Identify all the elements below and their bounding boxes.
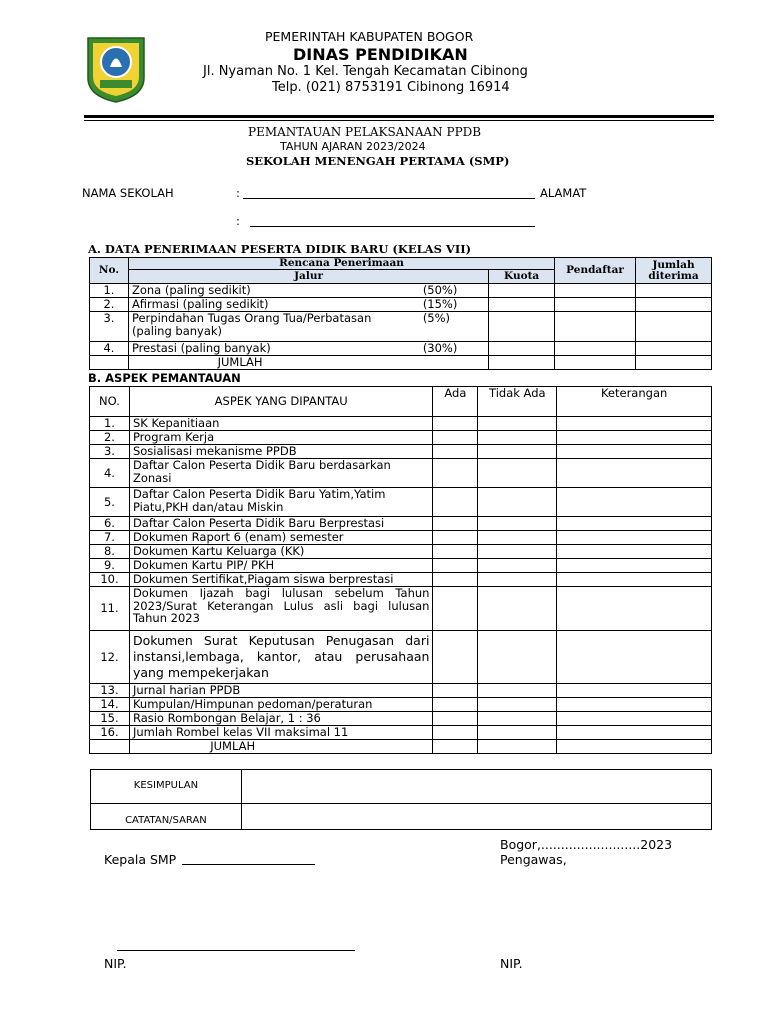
total-pendaftar[interactable] bbox=[555, 356, 636, 370]
header-kuota: Kuota bbox=[489, 270, 555, 284]
nip-left: NIP. bbox=[104, 956, 127, 971]
letterhead-address: Jl. Nyaman No. 1 Kel. Tengah Kecamatan Cibinong bbox=[203, 64, 528, 79]
tidak-ada-cell[interactable] bbox=[478, 573, 557, 587]
total-diterima[interactable] bbox=[636, 356, 712, 370]
row-aspek: Dokumen Surat Keputusan Penugasan dari instansi,lembaga, kantor, atau perusahaan yang mempekerjakan bbox=[129, 631, 432, 684]
kuota-cell[interactable] bbox=[489, 284, 555, 298]
ada-cell[interactable] bbox=[433, 417, 478, 431]
row-no: 11. bbox=[90, 587, 130, 631]
diterima-cell[interactable] bbox=[636, 312, 712, 342]
school-address-field[interactable] bbox=[250, 226, 535, 227]
school-name-colon: : bbox=[236, 186, 240, 200]
signature-pengawas: Pengawas, bbox=[500, 852, 567, 867]
row-jalur: Prestasi (paling banyak) bbox=[128, 342, 419, 356]
school-name-label: NAMA SEKOLAH bbox=[82, 186, 174, 200]
row-no: 4. bbox=[90, 342, 129, 356]
header-pendaftar: Pendaftar bbox=[555, 258, 636, 284]
tidak-ada-cell[interactable] bbox=[478, 445, 557, 459]
ada-cell[interactable] bbox=[433, 726, 478, 740]
ada-cell[interactable] bbox=[433, 631, 478, 684]
row-aspek: Rasio Rombongan Belajar, 1 : 36 bbox=[129, 712, 432, 726]
ada-cell[interactable] bbox=[433, 545, 478, 559]
row-no: 12. bbox=[90, 631, 130, 684]
doc-year: TAHUN AJARAN 2023/2024 bbox=[280, 140, 426, 153]
row-no: 3. bbox=[90, 312, 129, 342]
row-aspek: Sosialisasi mekanisme PPDB bbox=[129, 445, 432, 459]
row-no: 3. bbox=[90, 445, 130, 459]
table-penerimaan bbox=[89, 257, 712, 370]
tidak-ada-cell[interactable] bbox=[478, 726, 557, 740]
row-no: 6. bbox=[90, 517, 130, 531]
tidak-ada-cell[interactable] bbox=[478, 587, 557, 631]
keterangan-cell[interactable] bbox=[557, 545, 712, 559]
tidak-ada-cell[interactable] bbox=[478, 517, 557, 531]
ada-cell[interactable] bbox=[433, 459, 478, 488]
row-aspek: Program Kerja bbox=[129, 431, 432, 445]
section-b-heading: B. ASPEK PEMANTAUAN bbox=[88, 371, 241, 385]
kepala-name-field[interactable] bbox=[182, 864, 315, 865]
keterangan-cell[interactable] bbox=[557, 573, 712, 587]
tidak-ada-cell[interactable] bbox=[478, 684, 557, 698]
ada-cell[interactable] bbox=[433, 684, 478, 698]
conclusion-table bbox=[90, 769, 712, 830]
ada-cell[interactable] bbox=[433, 559, 478, 573]
keterangan-cell[interactable] bbox=[557, 417, 712, 431]
diterima-cell[interactable] bbox=[636, 342, 712, 356]
row-aspek: SK Kepanitiaan bbox=[129, 417, 432, 431]
row-aspek: Jurnal harian PPDB bbox=[129, 684, 432, 698]
row-aspek: Daftar Calon Peserta Didik Baru Yatim,Yatim Piatu,PKH dan/atau Miskin bbox=[129, 488, 432, 517]
letterhead-office: DINAS PENDIDIKAN bbox=[293, 45, 468, 64]
row-aspek: Daftar Calon Peserta Didik Baru berdasarkan Zonasi bbox=[129, 459, 432, 488]
keterangan-cell[interactable] bbox=[557, 459, 712, 488]
school-address-colon: : bbox=[236, 214, 240, 228]
row-pct: (50%) bbox=[420, 284, 489, 298]
header-tidak-ada: Tidak Ada bbox=[478, 387, 557, 417]
row-aspek: Dokumen Kartu PIP/ PKH bbox=[129, 559, 432, 573]
ada-cell[interactable] bbox=[433, 488, 478, 517]
row-pct: (30%) bbox=[420, 342, 489, 356]
row-aspek: Dokumen Sertifikat,Piagam siswa berprestasi bbox=[129, 573, 432, 587]
ada-cell[interactable] bbox=[433, 698, 478, 712]
keterangan-cell[interactable] bbox=[557, 488, 712, 517]
row-jalur: Afirmasi (paling sedikit) bbox=[128, 298, 419, 312]
total-ada[interactable] bbox=[433, 740, 478, 754]
row-aspek: Dokumen Ijazah bagi lulusan sebelum Tahun 2023/Surat Keterangan Lulus asli bagi lulusan Tahun 2023 bbox=[129, 587, 432, 631]
header-jalur: Jalur bbox=[128, 270, 488, 284]
header-no: No. bbox=[90, 258, 129, 284]
pendaftar-cell[interactable] bbox=[555, 312, 636, 342]
row-no: 4. bbox=[90, 459, 130, 488]
keterangan-cell[interactable] bbox=[557, 587, 712, 631]
header-aspek: ASPEK YANG DIPANTAU bbox=[129, 387, 432, 417]
row-aspek: Dokumen Raport 6 (enam) semester bbox=[129, 531, 432, 545]
tidak-ada-cell[interactable] bbox=[478, 488, 557, 517]
row-no: 5. bbox=[90, 488, 130, 517]
catatan-label: CATATAN/SARAN bbox=[91, 804, 242, 830]
row-no: 1. bbox=[90, 284, 129, 298]
ada-cell[interactable] bbox=[433, 517, 478, 531]
tidak-ada-cell[interactable] bbox=[478, 431, 557, 445]
total-kuota[interactable] bbox=[489, 356, 555, 370]
total-keterangan[interactable] bbox=[557, 740, 712, 754]
header-ada: Ada bbox=[433, 387, 478, 417]
signature-date: Bogor,.........................2023 bbox=[500, 837, 673, 852]
diterima-cell[interactable] bbox=[636, 284, 712, 298]
total-label: JUMLAH bbox=[128, 356, 488, 370]
letterhead-divider bbox=[84, 115, 714, 118]
kesimpulan-label: KESIMPULAN bbox=[91, 770, 242, 804]
kesimpulan-field[interactable] bbox=[241, 770, 711, 804]
kuota-cell[interactable] bbox=[489, 342, 555, 356]
row-pct: (5%) bbox=[420, 312, 489, 342]
row-aspek: Dokumen Kartu Keluarga (KK) bbox=[129, 545, 432, 559]
catatan-field[interactable] bbox=[241, 804, 711, 830]
row-no: 15. bbox=[90, 712, 130, 726]
row-no: 14. bbox=[90, 698, 130, 712]
kepala-signature-line bbox=[117, 950, 355, 951]
ada-cell[interactable] bbox=[433, 531, 478, 545]
ada-cell[interactable] bbox=[433, 573, 478, 587]
row-no: 9. bbox=[90, 559, 130, 573]
total-label: JUMLAH bbox=[129, 740, 432, 754]
doc-title: PEMANTAUAN PELAKSANAAN PPDB bbox=[248, 125, 482, 139]
row-no: 1. bbox=[90, 417, 130, 431]
table-aspek bbox=[89, 386, 712, 754]
ada-cell[interactable] bbox=[433, 431, 478, 445]
regency-logo bbox=[84, 34, 148, 104]
ada-cell[interactable] bbox=[433, 712, 478, 726]
tidak-ada-cell[interactable] bbox=[478, 545, 557, 559]
signature-kepala: Kepala SMP bbox=[104, 852, 177, 867]
tidak-ada-cell[interactable] bbox=[478, 698, 557, 712]
pendaftar-cell[interactable] bbox=[555, 342, 636, 356]
nip-right: NIP. bbox=[500, 956, 523, 971]
tidak-ada-cell[interactable] bbox=[478, 712, 557, 726]
keterangan-cell[interactable] bbox=[557, 684, 712, 698]
pendaftar-cell[interactable] bbox=[555, 284, 636, 298]
doc-school-level: SEKOLAH MENENGAH PERTAMA (SMP) bbox=[246, 154, 510, 168]
row-no: 2. bbox=[90, 431, 130, 445]
row-aspek: Jumlah Rombel kelas VII maksimal 11 bbox=[129, 726, 432, 740]
ada-cell[interactable] bbox=[433, 587, 478, 631]
keterangan-cell[interactable] bbox=[557, 517, 712, 531]
tidak-ada-cell[interactable] bbox=[478, 459, 557, 488]
tidak-ada-cell[interactable] bbox=[478, 631, 557, 684]
row-no: 16. bbox=[90, 726, 130, 740]
ada-cell[interactable] bbox=[433, 445, 478, 459]
header-jumlah-diterima: Jumlah diterima bbox=[636, 258, 712, 284]
keterangan-cell[interactable] bbox=[557, 445, 712, 459]
school-name-field[interactable] bbox=[243, 198, 535, 199]
diterima-cell[interactable] bbox=[636, 298, 712, 312]
keterangan-cell[interactable] bbox=[557, 431, 712, 445]
row-no: 13. bbox=[90, 684, 130, 698]
keterangan-cell[interactable] bbox=[557, 726, 712, 740]
school-address-label: ALAMAT bbox=[540, 186, 587, 200]
row-jalur: Perpindahan Tugas Orang Tua/Perbatasan (paling banyak) bbox=[128, 312, 419, 342]
keterangan-cell[interactable] bbox=[557, 698, 712, 712]
pendaftar-cell[interactable] bbox=[555, 298, 636, 312]
header-rencana: Rencana Penerimaan bbox=[128, 258, 554, 270]
header-keterangan: Keterangan bbox=[557, 387, 712, 417]
keterangan-cell[interactable] bbox=[557, 712, 712, 726]
row-no: 7. bbox=[90, 531, 130, 545]
row-no: 10. bbox=[90, 573, 130, 587]
row-jalur: Zona (paling sedikit) bbox=[128, 284, 419, 298]
row-no: 8. bbox=[90, 545, 130, 559]
tidak-ada-cell[interactable] bbox=[478, 417, 557, 431]
keterangan-cell[interactable] bbox=[557, 531, 712, 545]
letterhead-phone: Telp. (021) 8753191 Cibinong 16914 bbox=[272, 80, 510, 95]
header-no: NO. bbox=[90, 387, 130, 417]
tidak-ada-cell[interactable] bbox=[478, 531, 557, 545]
kuota-cell[interactable] bbox=[489, 298, 555, 312]
row-no: 2. bbox=[90, 298, 129, 312]
keterangan-cell[interactable] bbox=[557, 559, 712, 573]
total-tidak-ada[interactable] bbox=[478, 740, 557, 754]
row-pct: (15%) bbox=[420, 298, 489, 312]
letterhead-gov: PEMERINTAH KABUPATEN BOGOR bbox=[265, 29, 474, 44]
row-aspek: Kumpulan/Himpunan pedoman/peraturan bbox=[129, 698, 432, 712]
kuota-cell[interactable] bbox=[489, 312, 555, 342]
tidak-ada-cell[interactable] bbox=[478, 559, 557, 573]
section-a-heading: A. DATA PENERIMAAN PESERTA DIDIK BARU (KELAS VII) bbox=[88, 242, 472, 256]
keterangan-cell[interactable] bbox=[557, 631, 712, 684]
letterhead-divider-thin bbox=[84, 120, 714, 121]
row-aspek: Daftar Calon Peserta Didik Baru Berprestasi bbox=[129, 517, 432, 531]
